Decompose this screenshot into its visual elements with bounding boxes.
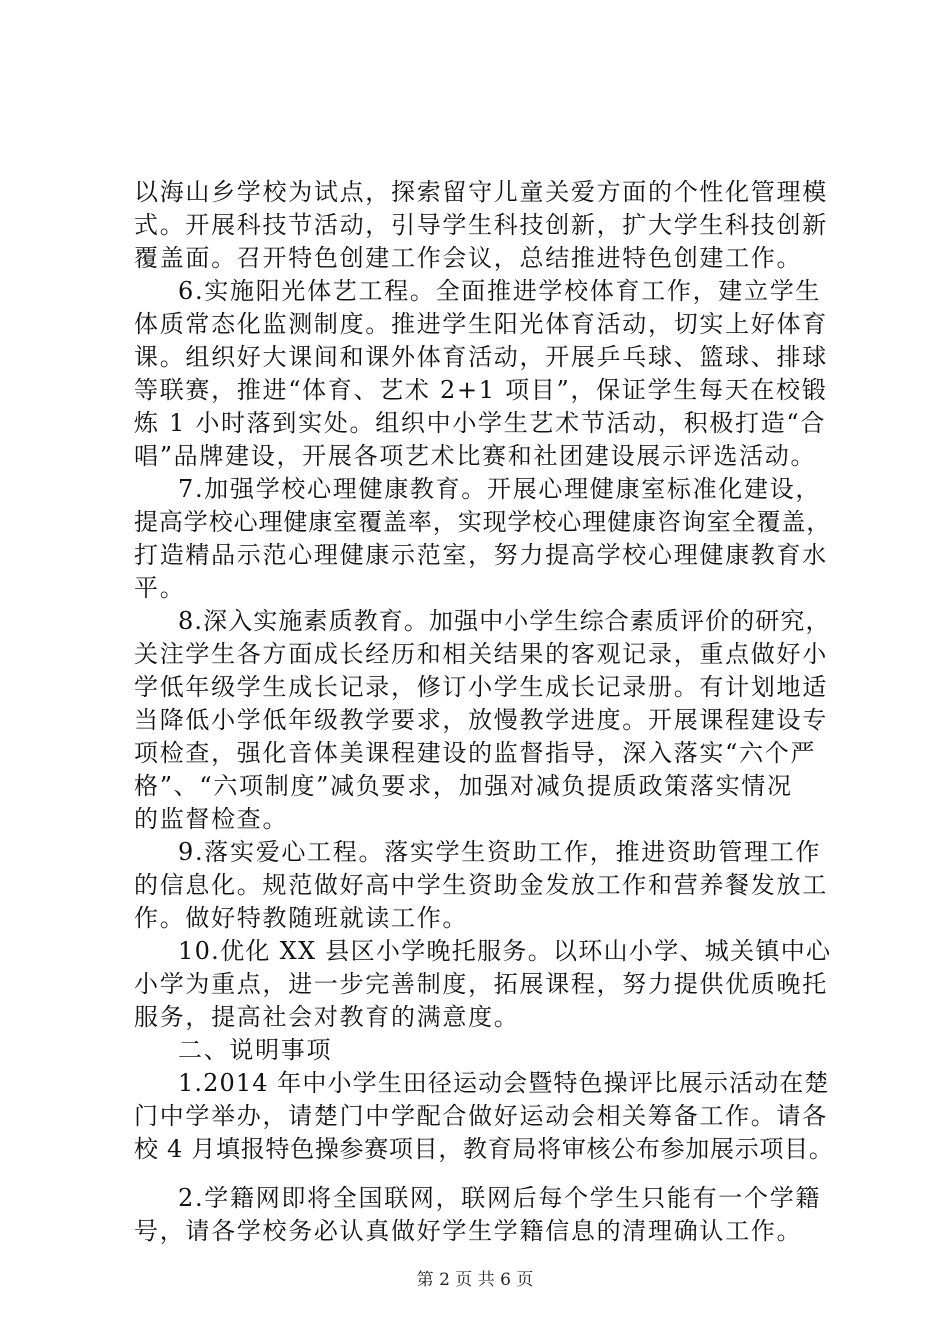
text-line: 体质常态化监测制度。推进学生阳光体育活动，切实上好体育 xyxy=(134,310,828,338)
text-line: 以海山乡学校为试点，探索留守儿童关爱方面的个性化管理模 xyxy=(134,178,828,206)
text-line: 格”、“六项制度”减负要求，加强对减负提质政策落实情况 xyxy=(134,772,793,800)
text-line: 打造精品示范心理健康示范室，努力提高学校心理健康教育水 xyxy=(134,541,828,569)
text-line: 校 4 月填报特色操参赛项目，教育局将审核公布参加展示项目。 xyxy=(134,1135,834,1163)
text-line: 学低年级学生成长记录，修订小学生成长记录册。有计划地适 xyxy=(134,673,828,701)
text-line: 的监督检查。 xyxy=(134,805,289,833)
text-line: 平。 xyxy=(134,574,186,602)
text-line: 项检查，强化音体美课程建设的监督指导，深入落实“六个严 xyxy=(134,739,817,767)
text-line: 1.2014 年中小学生田径运动会暨特色操评比展示活动在楚 xyxy=(178,1069,830,1097)
text-line: 等联赛，推进“体育、艺术 2+1 项目”，保证学生每天在校锻 xyxy=(134,376,828,404)
text-line: 课。组织好大课间和课外体育活动，开展乒乓球、篮球、排球 xyxy=(134,343,828,371)
text-line: 提高学校心理健康室覆盖率，实现学校心理健康咨询室全覆盖， xyxy=(134,508,832,536)
text-line: 关注学生各方面成长经历和相关结果的客观记录，重点做好小 xyxy=(134,640,828,668)
text-line: 10.优化 XX 县区小学晚托服务。以环山小学、城关镇中心 xyxy=(178,937,832,965)
text-line: 式。开展科技节活动，引导学生科技创新，扩大学生科技创新 xyxy=(134,211,828,239)
text-line: 小学为重点，进一步完善制度，拓展课程，努力提供优质晚托 xyxy=(134,970,828,998)
text-line: 8.深入实施素质教育。加强中小学生综合素质评价的研究， xyxy=(178,607,831,635)
text-line: 6.实施阳光体艺工程。全面推进学校体育工作，建立学生 xyxy=(178,277,822,305)
text-line: 炼 1 小时落到实处。组织中小学生艺术节活动，积极打造“合 xyxy=(134,409,827,437)
text-line: 服务，提高社会对教育的满意度。 xyxy=(134,1003,520,1031)
text-line: 号，请各学校务必认真做好学生学籍信息的清理确认工作。 xyxy=(134,1217,803,1245)
text-line: 覆盖面。召开特色创建工作会议，总结推进特色创建工作。 xyxy=(134,244,803,272)
section-heading: 二、说明事项 xyxy=(178,1036,333,1064)
page-footer: 第 2 页 共 6 页 xyxy=(416,1270,534,1290)
text-line: 门中学举办，请楚门中学配合做好运动会相关筹备工作。请各 xyxy=(134,1102,828,1130)
text-line: 2.学籍网即将全国联网，联网后每个学生只能有一个学籍 xyxy=(178,1184,822,1212)
text-line: 9.落实爱心工程。落实学生资助工作，推进资助管理工作 xyxy=(178,838,822,866)
text-line: 7.加强学校心理健康教育。开展心理健康室标准化建设， xyxy=(178,475,822,503)
text-line: 当降低小学低年级教学要求，放慢教学进度。开展课程建设专 xyxy=(134,706,828,734)
text-line: 唱”品牌建设，开展各项艺术比赛和社团建设展示评选活动。 xyxy=(134,442,817,470)
text-line: 的信息化。规范做好高中学生资助金发放工作和营养餐发放工 xyxy=(134,871,828,899)
text-line: 作。做好特教随班就读工作。 xyxy=(134,904,469,932)
